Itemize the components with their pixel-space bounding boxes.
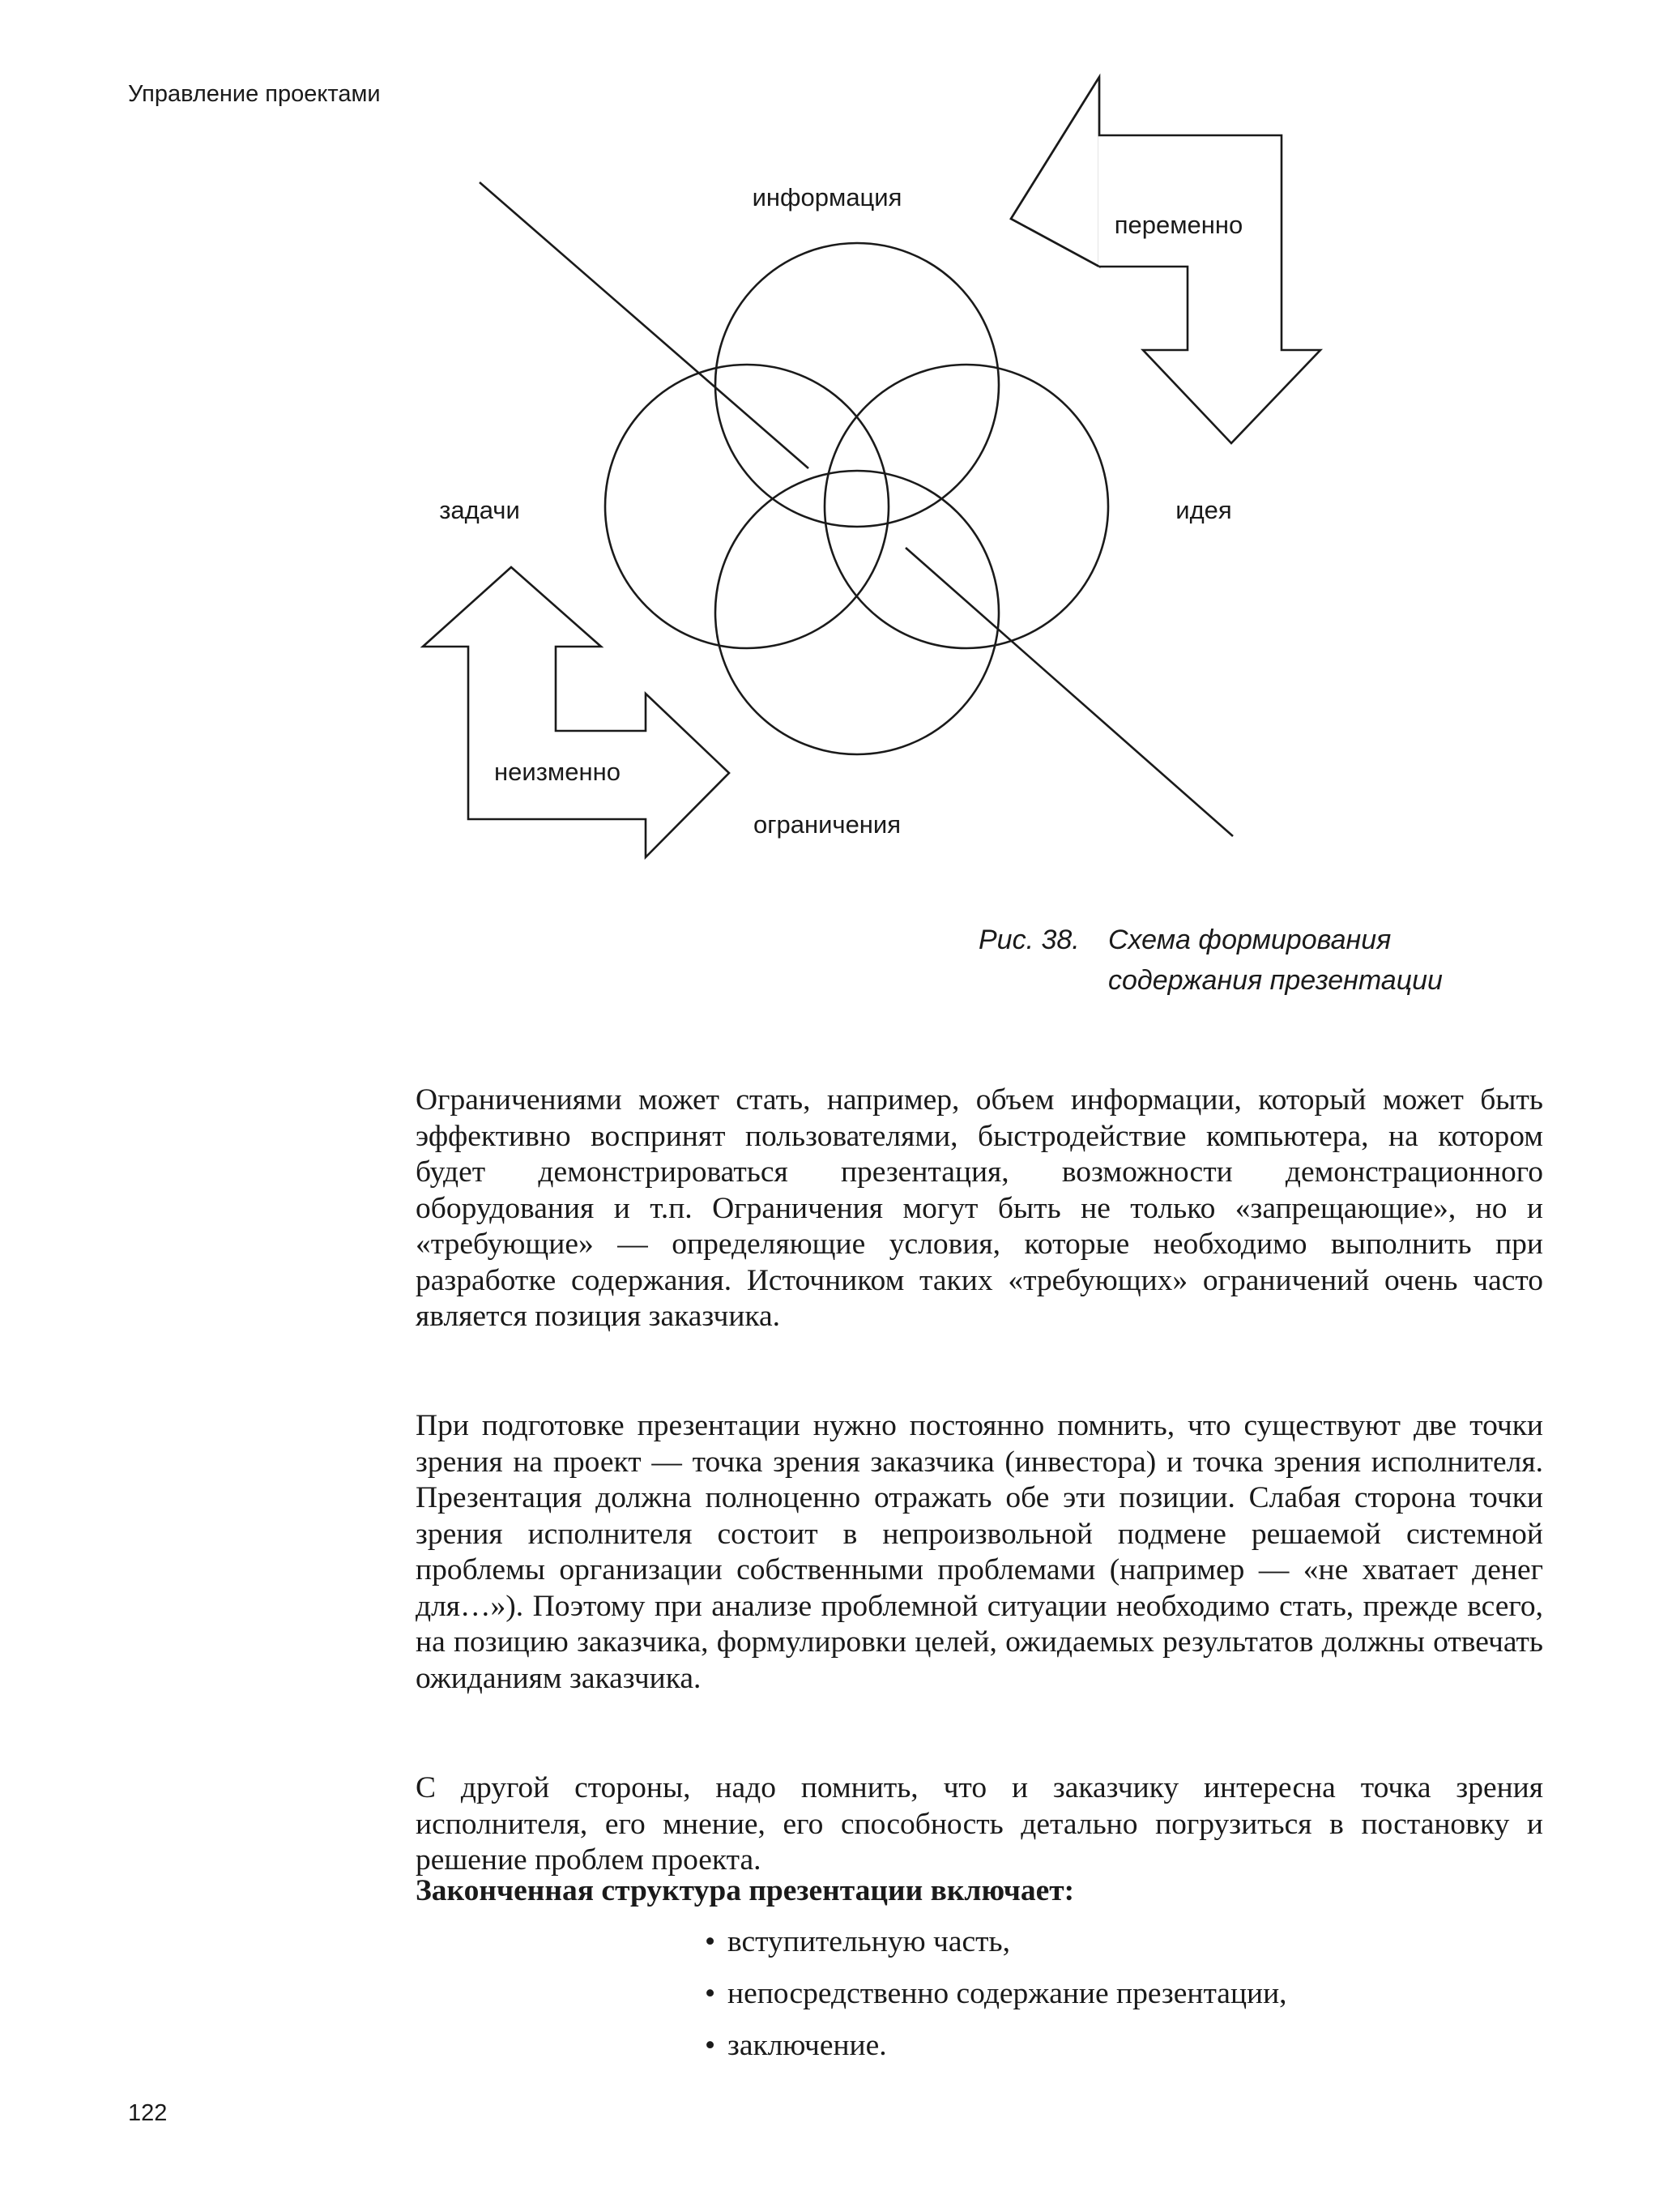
caption-line-2: содержания презентации [1108, 965, 1443, 996]
caption-line-1: Схема формирования [1108, 925, 1392, 955]
diagonal-line-lower [906, 548, 1233, 836]
label-constant: неизменно [494, 758, 621, 786]
bullet-icon: • [705, 1925, 716, 1958]
figure-caption [979, 920, 1443, 1001]
paragraph-viewpoints: При подготовке презентации нужно постоянно помнить, что существуют две точки зрения на проект — точка зрения заказчика (инвестора) и точка зрения исполнителя. Презентация должна полноценно отражать обе эти позиции. Слабая сторона точки зрения исполнителя состоит в непроизвольной подмене решаемой системной проблемы организации собственными проблемами (например — «не хватает денег для…»). Поэтому при анализе проблемной ситуации необходимо стать, прежде всего, на позицию заказчика, формулировки целей, ожидаемых результатов должны отвечать ожиданиям заказчика. [416, 1409, 1543, 1695]
structure-heading: Законченная структура презентации включает: [416, 1874, 1075, 1907]
label-information: информация [752, 183, 902, 211]
bullet-icon: • [705, 2029, 716, 2062]
arrow-constant-outline [423, 567, 729, 857]
list-item: • вступительную часть, [705, 1925, 1010, 1958]
list-item: • заключение. [705, 2029, 887, 2062]
venn-diagram [0, 0, 1659, 899]
paragraph-executor-view: С другой стороны, надо помнить, что и заказчику интересна точка зрения исполнителя, его мнение, его способность детально погрузиться в постановку и решение проблем проекта. [416, 1771, 1543, 1877]
running-title: Управление проектами [128, 81, 381, 107]
list-item: • непосредственно содержание презентации, [705, 1977, 1287, 2010]
structure-list [705, 1924, 1287, 2080]
label-idea: идея [1175, 496, 1232, 524]
label-constraints: ограничения [753, 810, 902, 839]
caption-number: Рис. 38. [979, 925, 1080, 955]
label-tasks: задачи [439, 496, 520, 524]
circle-tasks [605, 365, 889, 648]
circle-constraints [715, 471, 999, 754]
page-number: 122 [128, 2100, 168, 2126]
diagonal-line-upper [480, 182, 808, 468]
bullet-icon: • [705, 1977, 716, 2010]
paragraph-constraints: Ограничениями может стать, например, объем информации, который может быть эффективно воспринят пользователями, быстродействие компьютера, на котором будет демонстрироваться презентация, возможности демонстрационного оборудования и т.п. Ограничения могут быть не только «запрещающие», но и «требующие» — определяющие условия, которые необходимо выполнить при разработке содержания. Источником таких «требующих» ограничений очень часто является позиция заказчика. [416, 1083, 1543, 1333]
circle-idea [825, 365, 1108, 648]
circle-information [715, 243, 999, 527]
label-variable: переменно [1114, 211, 1243, 239]
